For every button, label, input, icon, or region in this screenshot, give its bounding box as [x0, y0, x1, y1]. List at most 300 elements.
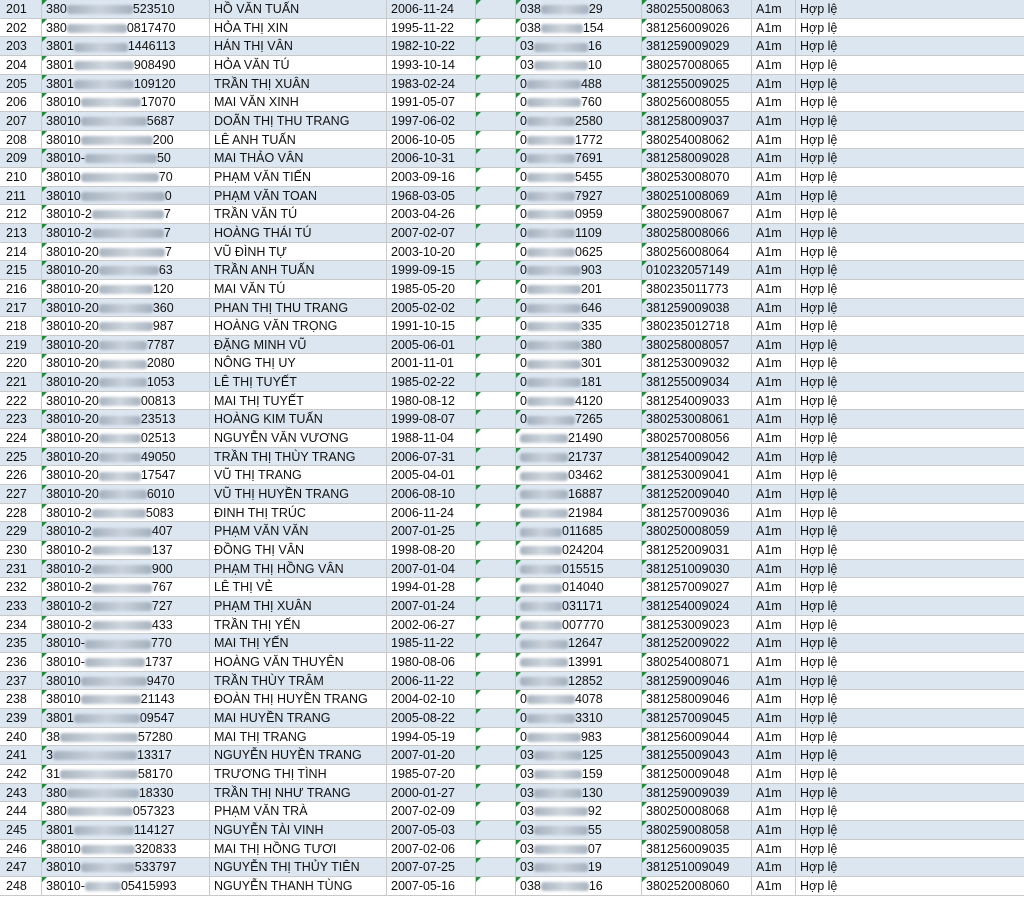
table-row[interactable] [0, 504, 1024, 523]
cell-record-code[interactable]: 380259008058 [642, 821, 752, 839]
cell-status[interactable]: Hợp lệ [800, 319, 838, 334]
cell-birth-date[interactable]: 1985-02-22 [387, 373, 476, 391]
cell-status[interactable]: Hợp lệ [800, 524, 838, 539]
cell-birth-date[interactable]: 2007-02-07 [387, 224, 476, 242]
cell-record-code[interactable]: 380257008065 [642, 56, 752, 74]
cell-phone-number[interactable] [516, 224, 642, 242]
cell-full-name[interactable]: NGUYỄN TÀI VINH [210, 821, 387, 839]
cell-full-name[interactable]: HOÀNG VĂN TRỌNG [210, 317, 387, 335]
cell-phone-number[interactable] [516, 821, 642, 839]
cell-full-name[interactable]: MAI THỊ HỒNG TƯƠI [210, 840, 387, 858]
cell-empty[interactable] [476, 168, 516, 186]
table-row[interactable] [0, 690, 1024, 709]
cell-empty[interactable] [476, 75, 516, 93]
cell-record-code[interactable]: 380257008056 [642, 429, 752, 447]
cell-phone-number[interactable] [516, 131, 642, 149]
cell-full-name[interactable]: PHẠM VĂN TRÀ [210, 802, 387, 820]
cell-empty[interactable] [476, 56, 516, 74]
cell-phone-number[interactable] [516, 392, 642, 410]
cell-birth-date[interactable]: 2003-09-16 [387, 168, 476, 186]
cell-status[interactable]: Hợp lệ [800, 766, 838, 781]
table-row[interactable] [0, 56, 1024, 75]
cell-license-class[interactable]: A1m [752, 597, 796, 615]
cell-license-class[interactable]: A1m [752, 877, 796, 895]
cell-status[interactable]: Hợp lệ [800, 468, 838, 483]
cell-id-number[interactable] [42, 243, 210, 261]
cell-full-name[interactable]: TRẦN THỊ XUÂN [210, 75, 387, 93]
cell-full-name[interactable]: HOÀNG THÁI TÚ [210, 224, 387, 242]
cell-phone-number[interactable] [516, 205, 642, 223]
cell-birth-date[interactable]: 1991-10-15 [387, 317, 476, 335]
cell-phone-number[interactable] [516, 728, 642, 746]
cell-record-code[interactable]: 381258009046 [642, 690, 752, 708]
cell-empty[interactable] [476, 243, 516, 261]
cell-license-class[interactable]: A1m [752, 821, 796, 839]
cell-empty[interactable] [476, 560, 516, 578]
cell-full-name[interactable]: ĐẶNG MINH VŨ [210, 336, 387, 354]
cell-record-code[interactable]: 381252009022 [642, 634, 752, 652]
cell-birth-date[interactable]: 2003-04-26 [387, 205, 476, 223]
cell-row-number[interactable]: 230 [0, 541, 42, 559]
cell-license-class[interactable]: A1m [752, 429, 796, 447]
cell-license-class[interactable]: A1m [752, 75, 796, 93]
cell-id-number[interactable] [42, 877, 210, 895]
cell-license-class[interactable]: A1m [752, 392, 796, 410]
cell-status[interactable]: Hợp lệ [800, 132, 838, 147]
cell-empty[interactable] [476, 728, 516, 746]
cell-empty[interactable] [476, 672, 516, 690]
cell-status[interactable]: Hợp lệ [800, 281, 838, 296]
cell-status[interactable]: Hợp lệ [800, 487, 838, 502]
cell-full-name[interactable]: VŨ THỊ TRANG [210, 466, 387, 484]
cell-birth-date[interactable]: 1998-08-20 [387, 541, 476, 559]
cell-status[interactable]: Hợp lệ [800, 449, 838, 464]
cell-birth-date[interactable]: 2005-04-01 [387, 466, 476, 484]
table-row[interactable] [0, 299, 1024, 318]
cell-phone-number[interactable] [516, 93, 642, 111]
cell-license-class[interactable]: A1m [752, 728, 796, 746]
cell-license-class[interactable]: A1m [752, 280, 796, 298]
cell-empty[interactable] [476, 784, 516, 802]
cell-license-class[interactable]: A1m [752, 224, 796, 242]
table-row[interactable] [0, 466, 1024, 485]
cell-full-name[interactable]: PHẠM VĂN TIẾN [210, 168, 387, 186]
table-row[interactable] [0, 205, 1024, 224]
cell-full-name[interactable]: HOÀNG KIM TUẤN [210, 410, 387, 428]
cell-id-number[interactable] [42, 429, 210, 447]
cell-status[interactable]: Hợp lệ [800, 878, 838, 893]
cell-record-code[interactable]: 381250009048 [642, 765, 752, 783]
cell-empty[interactable] [476, 709, 516, 727]
table-row[interactable] [0, 672, 1024, 691]
cell-status[interactable]: Hợp lệ [800, 636, 838, 651]
cell-phone-number[interactable] [516, 560, 642, 578]
table-row[interactable] [0, 877, 1024, 896]
cell-id-number[interactable] [42, 504, 210, 522]
cell-full-name[interactable]: HOÀNG VĂN THUYÊN [210, 653, 387, 671]
cell-status[interactable]: Hợp lệ [800, 95, 838, 110]
cell-birth-date[interactable]: 2007-07-25 [387, 858, 476, 876]
cell-row-number[interactable]: 221 [0, 373, 42, 391]
cell-license-class[interactable]: A1m [752, 578, 796, 596]
cell-status[interactable]: Hợp lệ [800, 76, 838, 91]
cell-full-name[interactable]: ĐINH THỊ TRÚC [210, 504, 387, 522]
cell-birth-date[interactable]: 1993-10-14 [387, 56, 476, 74]
cell-empty[interactable] [476, 205, 516, 223]
cell-row-number[interactable]: 205 [0, 75, 42, 93]
cell-row-number[interactable]: 201 [0, 0, 42, 18]
cell-record-code[interactable]: 381255009043 [642, 746, 752, 764]
cell-full-name[interactable]: MAI THẢO VÂN [210, 149, 387, 167]
cell-row-number[interactable]: 211 [0, 187, 42, 205]
table-row[interactable] [0, 840, 1024, 859]
table-row[interactable] [0, 373, 1024, 392]
cell-status[interactable]: Hợp lệ [800, 2, 838, 16]
cell-record-code[interactable]: 381258009028 [642, 149, 752, 167]
cell-id-number[interactable] [42, 93, 210, 111]
cell-license-class[interactable]: A1m [752, 634, 796, 652]
cell-full-name[interactable]: MAI THỊ TUYẾT [210, 392, 387, 410]
cell-row-number[interactable]: 208 [0, 131, 42, 149]
cell-full-name[interactable]: MAI HUYỀN TRANG [210, 709, 387, 727]
cell-birth-date[interactable]: 1997-06-02 [387, 112, 476, 130]
cell-row-number[interactable]: 216 [0, 280, 42, 298]
cell-empty[interactable] [476, 877, 516, 895]
table-row[interactable] [0, 392, 1024, 411]
cell-full-name[interactable]: VŨ THỊ HUYỀN TRANG [210, 485, 387, 503]
cell-birth-date[interactable]: 2000-01-27 [387, 784, 476, 802]
cell-birth-date[interactable]: 2006-08-10 [387, 485, 476, 503]
cell-full-name[interactable]: NGUYỄN THANH TÙNG [210, 877, 387, 895]
cell-full-name[interactable]: MAI THỊ TRANG [210, 728, 387, 746]
cell-birth-date[interactable]: 1985-05-20 [387, 280, 476, 298]
cell-row-number[interactable]: 236 [0, 653, 42, 671]
cell-row-number[interactable]: 232 [0, 578, 42, 596]
cell-empty[interactable] [476, 765, 516, 783]
cell-record-code[interactable]: 381257009045 [642, 709, 752, 727]
cell-record-code[interactable]: 381259009029 [642, 37, 752, 55]
cell-status[interactable]: Hợp lệ [800, 393, 838, 408]
cell-birth-date[interactable]: 2007-02-09 [387, 802, 476, 820]
cell-empty[interactable] [476, 504, 516, 522]
cell-birth-date[interactable]: 2007-05-03 [387, 821, 476, 839]
cell-row-number[interactable]: 215 [0, 261, 42, 279]
cell-status[interactable]: Hợp lệ [800, 561, 838, 576]
cell-row-number[interactable]: 218 [0, 317, 42, 335]
cell-record-code[interactable]: 380250008068 [642, 802, 752, 820]
table-row[interactable] [0, 784, 1024, 803]
cell-birth-date[interactable]: 2006-10-05 [387, 131, 476, 149]
table-row[interactable] [0, 728, 1024, 747]
cell-full-name[interactable]: ĐOÀN THỊ HUYỀN TRANG [210, 690, 387, 708]
cell-record-code[interactable]: 381257009036 [642, 504, 752, 522]
cell-license-class[interactable]: A1m [752, 205, 796, 223]
cell-birth-date[interactable]: 2006-11-24 [387, 0, 476, 18]
cell-row-number[interactable]: 248 [0, 877, 42, 895]
cell-status[interactable]: Hợp lệ [800, 113, 838, 128]
table-row[interactable] [0, 112, 1024, 131]
cell-empty[interactable] [476, 485, 516, 503]
cell-row-number[interactable]: 206 [0, 93, 42, 111]
cell-row-number[interactable]: 244 [0, 802, 42, 820]
cell-status[interactable]: Hợp lệ [800, 860, 838, 875]
cell-empty[interactable] [476, 448, 516, 466]
cell-phone-number[interactable] [516, 280, 642, 298]
cell-id-number[interactable] [42, 466, 210, 484]
cell-id-number[interactable] [42, 485, 210, 503]
cell-row-number[interactable]: 245 [0, 821, 42, 839]
cell-phone-number[interactable] [516, 672, 642, 690]
cell-id-number[interactable] [42, 541, 210, 559]
cell-id-number[interactable] [42, 653, 210, 671]
cell-license-class[interactable]: A1m [752, 37, 796, 55]
cell-empty[interactable] [476, 840, 516, 858]
cell-row-number[interactable]: 247 [0, 858, 42, 876]
cell-license-class[interactable]: A1m [752, 560, 796, 578]
cell-empty[interactable] [476, 373, 516, 391]
table-row[interactable] [0, 336, 1024, 355]
cell-row-number[interactable]: 207 [0, 112, 42, 130]
cell-row-number[interactable]: 243 [0, 784, 42, 802]
cell-license-class[interactable]: A1m [752, 466, 796, 484]
cell-full-name[interactable]: HỎA VĂN TÚ [210, 56, 387, 74]
cell-birth-date[interactable]: 1995-11-22 [387, 19, 476, 37]
cell-empty[interactable] [476, 578, 516, 596]
cell-row-number[interactable]: 214 [0, 243, 42, 261]
cell-full-name[interactable]: VŨ ĐÌNH TỰ [210, 243, 387, 261]
table-row[interactable] [0, 243, 1024, 262]
cell-birth-date[interactable]: 2001-11-01 [387, 354, 476, 372]
cell-phone-number[interactable] [516, 168, 642, 186]
cell-record-code[interactable]: 381256009026 [642, 19, 752, 37]
cell-record-code[interactable]: 381253009041 [642, 466, 752, 484]
cell-birth-date[interactable]: 1988-11-04 [387, 429, 476, 447]
cell-license-class[interactable]: A1m [752, 746, 796, 764]
cell-license-class[interactable]: A1m [752, 709, 796, 727]
cell-phone-number[interactable] [516, 485, 642, 503]
cell-full-name[interactable]: LÊ THỊ TUYẾT [210, 373, 387, 391]
table-row[interactable] [0, 541, 1024, 560]
cell-row-number[interactable]: 228 [0, 504, 42, 522]
cell-empty[interactable] [476, 597, 516, 615]
cell-id-number[interactable] [42, 75, 210, 93]
cell-id-number[interactable] [42, 280, 210, 298]
cell-birth-date[interactable]: 1999-08-07 [387, 410, 476, 428]
cell-license-class[interactable]: A1m [752, 112, 796, 130]
cell-id-number[interactable] [42, 709, 210, 727]
cell-birth-date[interactable]: 1985-07-20 [387, 765, 476, 783]
cell-birth-date[interactable]: 1982-10-22 [387, 37, 476, 55]
cell-empty[interactable] [476, 858, 516, 876]
cell-empty[interactable] [476, 112, 516, 130]
cell-row-number[interactable]: 202 [0, 19, 42, 37]
cell-id-number[interactable] [42, 224, 210, 242]
cell-status[interactable]: Hợp lệ [800, 710, 838, 725]
cell-license-class[interactable]: A1m [752, 0, 796, 18]
cell-phone-number[interactable] [516, 19, 642, 37]
cell-license-class[interactable]: A1m [752, 653, 796, 671]
cell-record-code[interactable]: 381254009042 [642, 448, 752, 466]
cell-empty[interactable] [476, 410, 516, 428]
cell-license-class[interactable]: A1m [752, 840, 796, 858]
table-row[interactable] [0, 280, 1024, 299]
cell-record-code[interactable]: 380250008059 [642, 522, 752, 540]
cell-birth-date[interactable]: 2006-11-24 [387, 504, 476, 522]
cell-id-number[interactable] [42, 336, 210, 354]
cell-id-number[interactable] [42, 858, 210, 876]
cell-empty[interactable] [476, 37, 516, 55]
cell-license-class[interactable]: A1m [752, 858, 796, 876]
cell-phone-number[interactable] [516, 522, 642, 540]
cell-empty[interactable] [476, 653, 516, 671]
cell-birth-date[interactable]: 2005-06-01 [387, 336, 476, 354]
cell-phone-number[interactable] [516, 765, 642, 783]
cell-full-name[interactable]: MAI THỊ YẾN [210, 634, 387, 652]
cell-row-number[interactable]: 226 [0, 466, 42, 484]
cell-status[interactable]: Hợp lệ [800, 263, 838, 278]
cell-record-code[interactable]: 380259008067 [642, 205, 752, 223]
table-row[interactable] [0, 634, 1024, 653]
table-row[interactable] [0, 616, 1024, 635]
cell-id-number[interactable] [42, 261, 210, 279]
table-row[interactable] [0, 821, 1024, 840]
cell-empty[interactable] [476, 280, 516, 298]
cell-birth-date[interactable]: 2007-02-06 [387, 840, 476, 858]
cell-birth-date[interactable]: 2007-01-04 [387, 560, 476, 578]
cell-birth-date[interactable]: 2006-07-31 [387, 448, 476, 466]
cell-phone-number[interactable] [516, 112, 642, 130]
cell-id-number[interactable] [42, 765, 210, 783]
cell-birth-date[interactable]: 1999-09-15 [387, 261, 476, 279]
table-row[interactable] [0, 168, 1024, 187]
cell-full-name[interactable]: TRẦN THỊ YẾN [210, 616, 387, 634]
cell-id-number[interactable] [42, 187, 210, 205]
cell-full-name[interactable]: TRẦN THỊ THÙY TRANG [210, 448, 387, 466]
cell-license-class[interactable]: A1m [752, 690, 796, 708]
cell-status[interactable]: Hợp lệ [800, 431, 838, 446]
cell-full-name[interactable]: LÊ ANH TUẤN [210, 131, 387, 149]
cell-row-number[interactable]: 241 [0, 746, 42, 764]
cell-phone-number[interactable] [516, 448, 642, 466]
cell-license-class[interactable]: A1m [752, 448, 796, 466]
table-row[interactable] [0, 75, 1024, 94]
cell-birth-date[interactable]: 2004-02-10 [387, 690, 476, 708]
cell-status[interactable]: Hợp lệ [800, 412, 838, 427]
cell-birth-date[interactable]: 2006-11-22 [387, 672, 476, 690]
cell-record-code[interactable]: 381254009024 [642, 597, 752, 615]
cell-license-class[interactable]: A1m [752, 504, 796, 522]
cell-phone-number[interactable] [516, 466, 642, 484]
cell-id-number[interactable] [42, 672, 210, 690]
cell-empty[interactable] [476, 0, 516, 18]
cell-phone-number[interactable] [516, 75, 642, 93]
cell-full-name[interactable]: TRẦN VĂN TÚ [210, 205, 387, 223]
table-row[interactable] [0, 653, 1024, 672]
table-row[interactable] [0, 354, 1024, 373]
table-row[interactable] [0, 410, 1024, 429]
cell-record-code[interactable]: 380256008064 [642, 243, 752, 261]
cell-row-number[interactable]: 229 [0, 522, 42, 540]
cell-status[interactable]: Hợp lệ [800, 617, 838, 632]
cell-id-number[interactable] [42, 410, 210, 428]
cell-phone-number[interactable] [516, 858, 642, 876]
cell-phone-number[interactable] [516, 0, 642, 18]
cell-license-class[interactable]: A1m [752, 336, 796, 354]
cell-id-number[interactable] [42, 131, 210, 149]
cell-record-code[interactable]: 380258008066 [642, 224, 752, 242]
cell-phone-number[interactable] [516, 429, 642, 447]
cell-license-class[interactable]: A1m [752, 93, 796, 111]
cell-record-code[interactable]: 380254008071 [642, 653, 752, 671]
table-row[interactable] [0, 224, 1024, 243]
cell-empty[interactable] [476, 616, 516, 634]
cell-full-name[interactable]: PHẠM THỊ HỒNG VÂN [210, 560, 387, 578]
cell-full-name[interactable]: MAI VĂN TÚ [210, 280, 387, 298]
cell-empty[interactable] [476, 690, 516, 708]
cell-license-class[interactable]: A1m [752, 616, 796, 634]
cell-row-number[interactable]: 213 [0, 224, 42, 242]
cell-empty[interactable] [476, 317, 516, 335]
cell-id-number[interactable] [42, 560, 210, 578]
cell-status[interactable]: Hợp lệ [800, 375, 838, 390]
cell-id-number[interactable] [42, 578, 210, 596]
cell-license-class[interactable]: A1m [752, 187, 796, 205]
cell-row-number[interactable]: 217 [0, 299, 42, 317]
cell-birth-date[interactable]: 2005-08-22 [387, 709, 476, 727]
cell-empty[interactable] [476, 821, 516, 839]
cell-record-code[interactable]: 381253009032 [642, 354, 752, 372]
cell-license-class[interactable]: A1m [752, 317, 796, 335]
cell-birth-date[interactable]: 1980-08-12 [387, 392, 476, 410]
cell-record-code[interactable]: 381255009025 [642, 75, 752, 93]
cell-full-name[interactable]: TRƯƠNG THỊ TÌNH [210, 765, 387, 783]
table-row[interactable] [0, 709, 1024, 728]
cell-row-number[interactable]: 227 [0, 485, 42, 503]
cell-empty[interactable] [476, 187, 516, 205]
cell-id-number[interactable] [42, 37, 210, 55]
cell-license-class[interactable]: A1m [752, 243, 796, 261]
cell-license-class[interactable]: A1m [752, 485, 796, 503]
cell-phone-number[interactable] [516, 299, 642, 317]
cell-empty[interactable] [476, 541, 516, 559]
cell-phone-number[interactable] [516, 653, 642, 671]
table-row[interactable] [0, 746, 1024, 765]
cell-row-number[interactable]: 240 [0, 728, 42, 746]
table-row[interactable] [0, 0, 1024, 19]
cell-record-code[interactable]: 381253009023 [642, 616, 752, 634]
table-row[interactable] [0, 578, 1024, 597]
cell-full-name[interactable]: PHAN THỊ THU TRANG [210, 299, 387, 317]
cell-id-number[interactable] [42, 690, 210, 708]
cell-record-code[interactable]: 380256008055 [642, 93, 752, 111]
cell-license-class[interactable]: A1m [752, 541, 796, 559]
cell-phone-number[interactable] [516, 709, 642, 727]
cell-status[interactable]: Hợp lệ [800, 543, 838, 558]
cell-status[interactable]: Hợp lệ [800, 785, 838, 800]
cell-full-name[interactable]: TRẦN THÙY TRÂM [210, 672, 387, 690]
table-row[interactable] [0, 187, 1024, 206]
cell-birth-date[interactable]: 2007-01-25 [387, 522, 476, 540]
table-row[interactable] [0, 448, 1024, 467]
cell-id-number[interactable] [42, 634, 210, 652]
cell-phone-number[interactable] [516, 149, 642, 167]
cell-status[interactable]: Hợp lệ [800, 57, 838, 72]
cell-status[interactable]: Hợp lệ [800, 151, 838, 166]
cell-id-number[interactable] [42, 373, 210, 391]
cell-empty[interactable] [476, 336, 516, 354]
cell-license-class[interactable]: A1m [752, 19, 796, 37]
cell-status[interactable]: Hợp lệ [800, 337, 838, 352]
